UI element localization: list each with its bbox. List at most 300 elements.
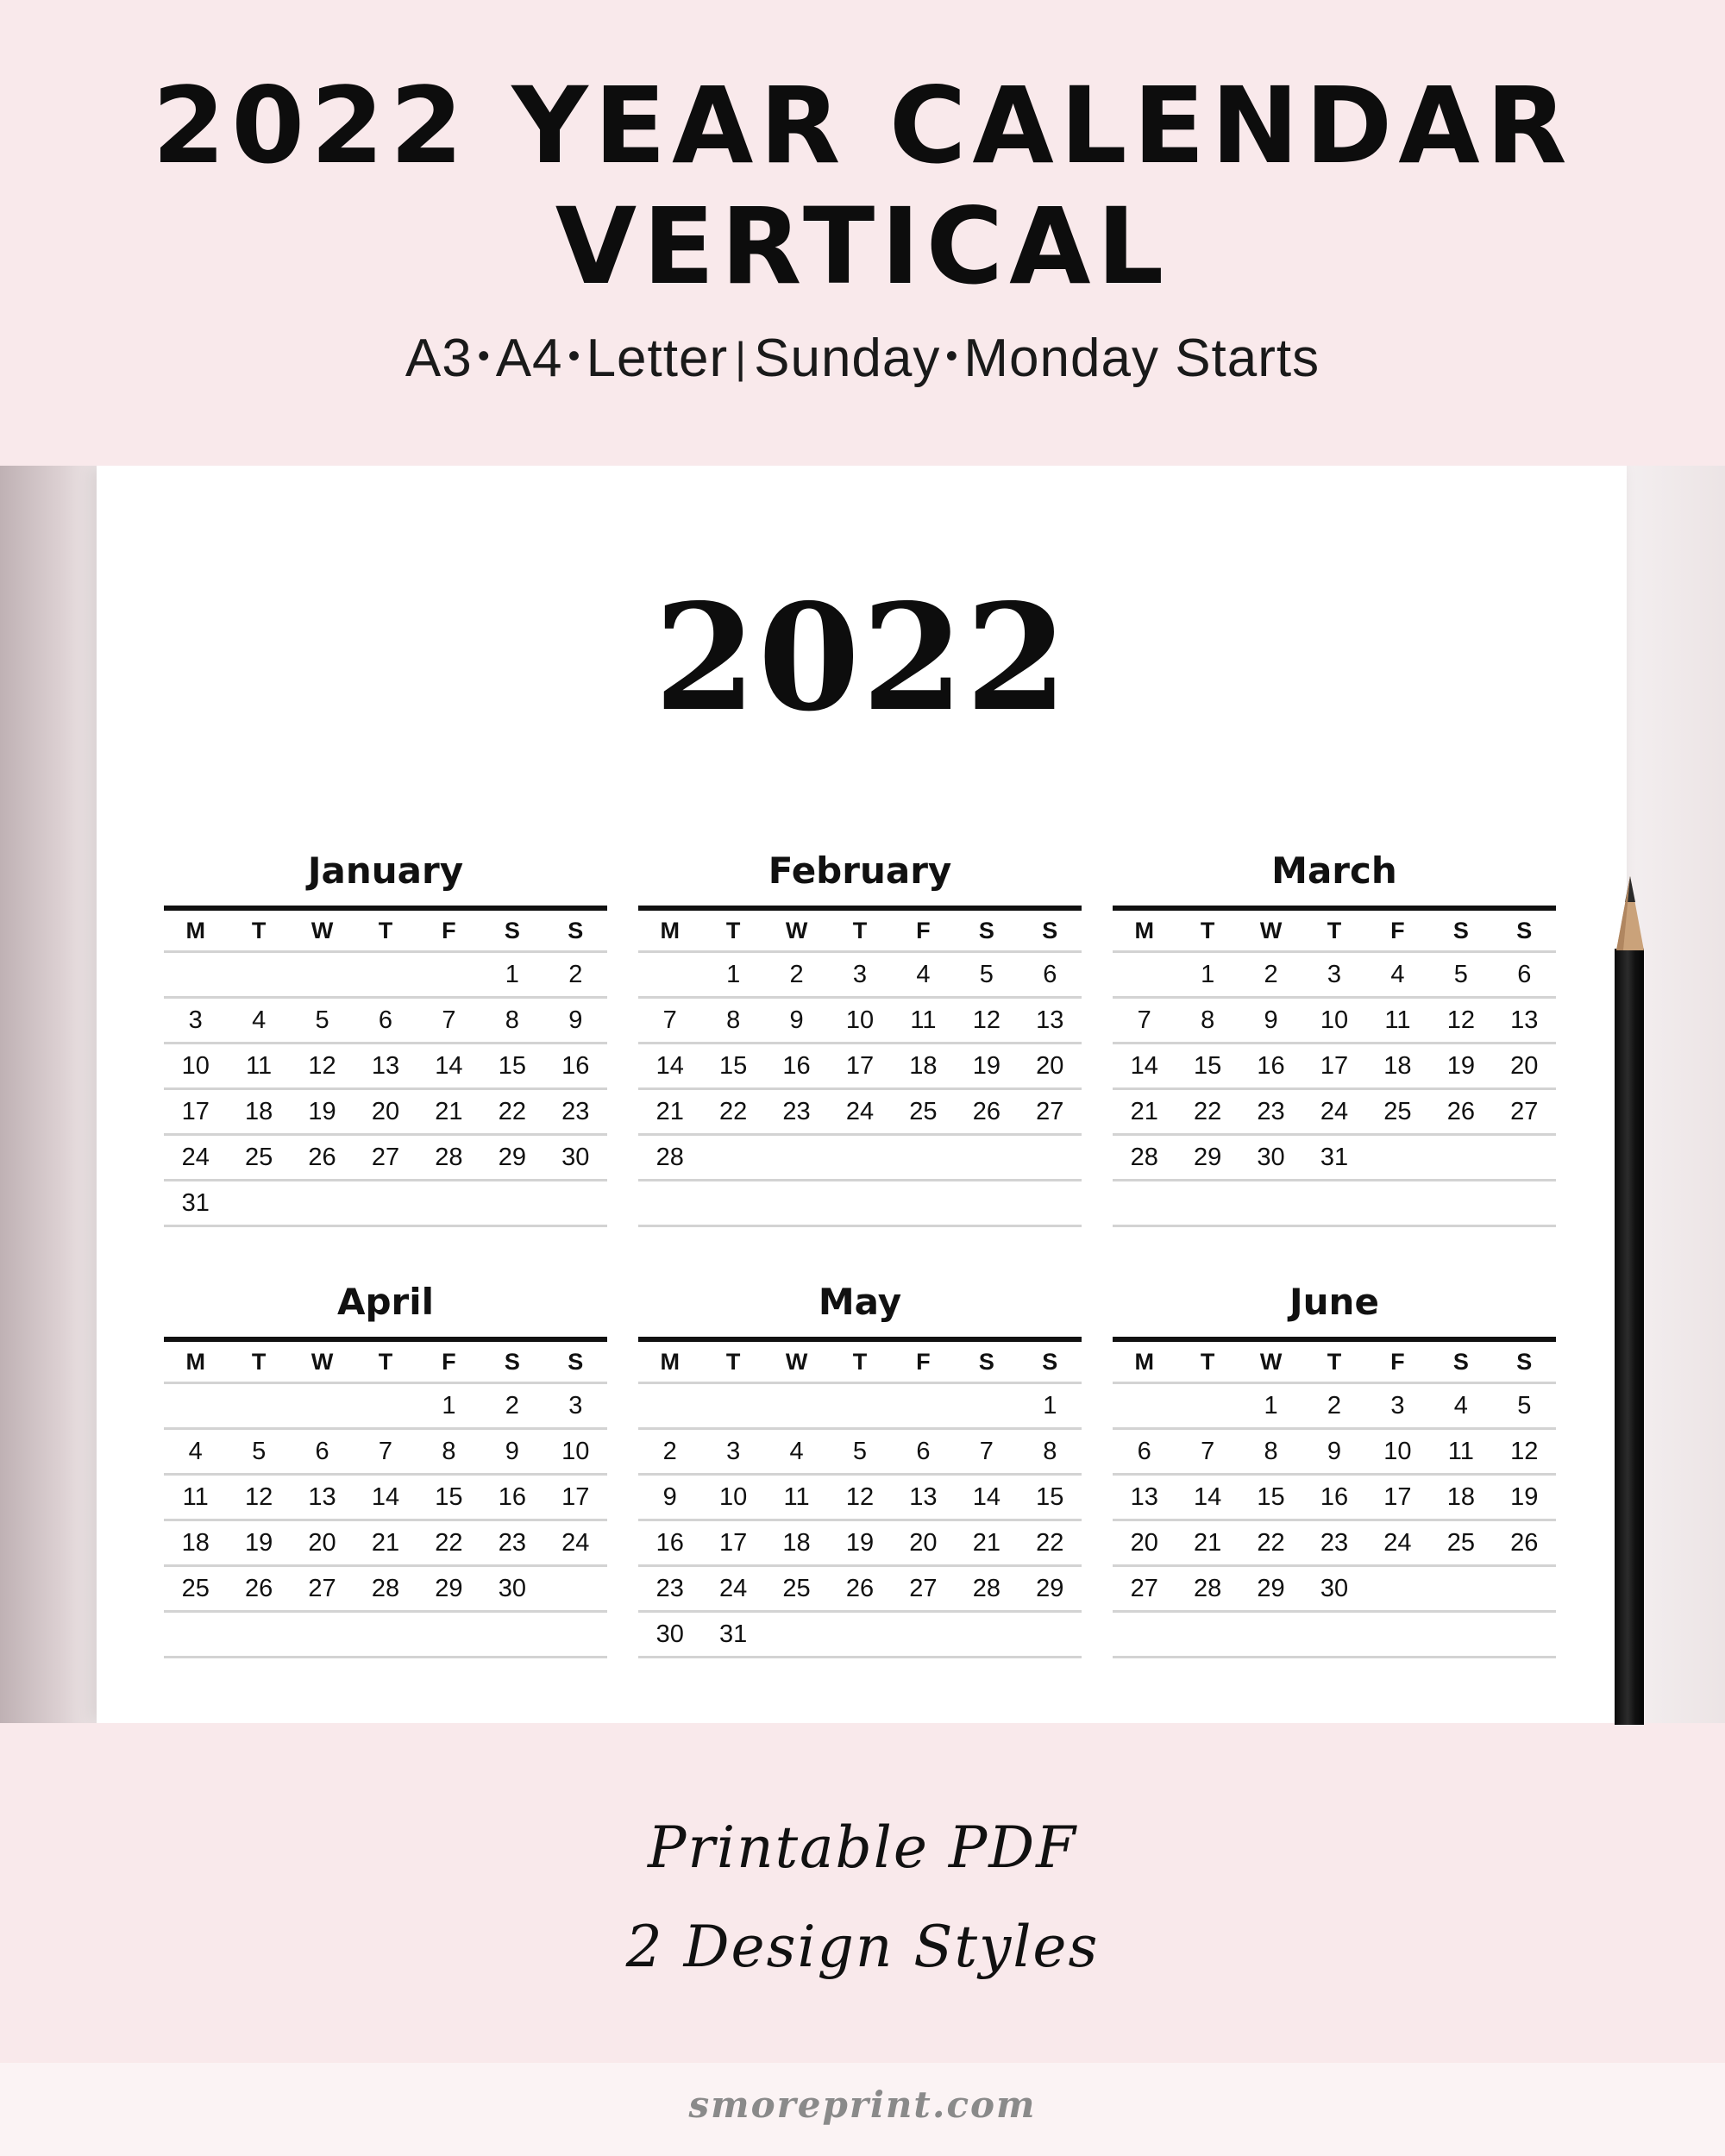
day-cell: 12 [1446,1006,1475,1034]
day-cell: 1 [726,960,741,988]
day-cell: 16 [1257,1051,1285,1080]
day-cell: 24 [1383,1528,1412,1557]
size-a3: A3 [405,329,473,388]
weekday-label: W [785,1348,808,1375]
day-cell: 17 [561,1482,590,1511]
day-cell: 19 [1446,1051,1475,1080]
day-cell: 6 [315,1437,329,1465]
weekday-label: S [978,917,994,943]
day-cell: 11 [182,1482,209,1511]
day-cell: 19 [972,1051,1000,1080]
day-cell: 4 [1453,1391,1468,1420]
day-cell: 7 [1137,1006,1151,1034]
day-cell: 10 [1320,1006,1349,1034]
day-cell: 5 [979,960,994,988]
day-cell: 11 [1447,1437,1474,1465]
week-row [164,1613,607,1658]
week-row [164,953,607,999]
week-row [1113,1476,1556,1521]
day-cell: 8 [1043,1437,1057,1465]
day-cell: 23 [1320,1528,1349,1557]
day-cell: 10 [845,1006,875,1034]
day-cell: 29 [1257,1574,1285,1602]
weekday-label: W [310,1348,334,1375]
day-cell: 8 [442,1437,456,1465]
day-cell: 6 [1043,960,1057,988]
weekday-label: M [1134,1348,1154,1375]
day-cell: 20 [1510,1051,1539,1080]
subtitle [0,329,1725,388]
day-cell: 16 [1320,1482,1349,1511]
day-cell: 8 [726,1006,741,1034]
weekday-label: S [1042,1348,1058,1375]
weekday-label: W [310,917,334,943]
day-cell: 21 [1130,1097,1158,1125]
week-row [1113,1567,1556,1613]
day-cell: 17 [719,1528,748,1557]
weekday-label: T [378,917,393,943]
day-cell: 31 [181,1188,210,1217]
day-cell: 4 [916,960,931,988]
day-cell: 26 [1446,1097,1475,1125]
day-cell: 7 [378,1437,393,1465]
day-cell: 24 [1320,1097,1349,1125]
day-cell: 23 [1257,1097,1285,1125]
weekday-label: S [1042,917,1058,943]
day-cell: 17 [181,1097,210,1125]
week-row [1113,953,1556,999]
day-cell: 3 [188,1006,203,1034]
day-cell: 19 [845,1528,875,1557]
weekday-label: T [725,1348,741,1375]
weekday-label: F [916,1348,931,1375]
week-row [164,1136,607,1181]
day-cell: 5 [1453,960,1468,988]
week-row [1113,1521,1556,1567]
day-cell: 22 [435,1528,463,1557]
day-cell: 21 [1194,1528,1222,1557]
calendar-photo [0,466,1725,1723]
day-cell: 18 [909,1051,938,1080]
month-march [1113,845,1556,1227]
month-april [164,1276,607,1658]
day-cell: 3 [726,1437,741,1465]
day-cell: 26 [972,1097,1000,1125]
day-cell: 2 [662,1437,677,1465]
day-cell: 5 [1517,1391,1532,1420]
weekday-label: S [978,1348,994,1375]
day-cell: 10 [1383,1437,1412,1465]
day-cell: 12 [308,1051,336,1080]
day-cell: 4 [252,1006,267,1034]
day-cell: 8 [505,1006,519,1034]
day-cell: 8 [1264,1437,1278,1465]
day-cell: 22 [1194,1097,1222,1125]
calendar-year: 2022 [654,572,1070,744]
day-cell: 6 [1137,1437,1151,1465]
day-cell: 9 [568,1006,583,1034]
day-cell: 28 [371,1574,400,1602]
day-cell: 25 [782,1574,811,1602]
weekday-label: T [725,917,741,943]
day-cell: 20 [371,1097,400,1125]
title-line-1: 2022 YEAR CALENDAR [152,65,1573,187]
day-cell: 20 [909,1528,938,1557]
pencil-icon [1615,949,1644,1725]
day-cell: 25 [1383,1097,1412,1125]
size-letter: Letter [586,329,729,388]
weekday-label: T [1327,917,1342,943]
start-monday: Monday Starts [963,329,1320,388]
day-cell: 10 [719,1482,748,1511]
day-cell: 13 [1130,1482,1158,1511]
weekday-header-row [638,911,1082,953]
weekday-label: S [1452,917,1469,943]
weekday-label: W [785,917,808,943]
day-cell: 28 [656,1143,684,1171]
day-cell: 11 [910,1006,937,1034]
weekday-label: S [504,1348,520,1375]
day-cell: 27 [1036,1097,1064,1125]
week-row [638,1044,1082,1090]
weekday-header-row [1113,911,1556,953]
day-cell: 21 [371,1528,400,1557]
day-cell: 28 [435,1143,463,1171]
day-cell: 7 [1201,1437,1215,1465]
day-cell: 23 [656,1574,684,1602]
day-cell: 16 [656,1528,684,1557]
day-cell: 23 [561,1097,590,1125]
day-cell: 12 [1510,1437,1539,1465]
day-cell: 15 [1194,1051,1222,1080]
day-cell: 26 [845,1574,875,1602]
day-cell: 14 [1194,1482,1222,1511]
day-cell: 15 [498,1051,526,1080]
day-cell: 19 [245,1528,273,1557]
week-row [638,1430,1082,1476]
day-cell: 18 [1383,1051,1412,1080]
day-cell: 15 [719,1051,748,1080]
week-row [1113,1613,1556,1658]
month-january [164,845,607,1227]
month-grid [638,1337,1082,1658]
day-cell: 30 [498,1574,526,1602]
day-cell: 18 [181,1528,210,1557]
month-name: January [307,849,464,892]
day-cell: 13 [909,1482,938,1511]
day-cell: 22 [1036,1528,1064,1557]
month-grid [638,906,1082,1227]
weekday-header-row [164,1342,607,1384]
day-cell: 15 [1036,1482,1064,1511]
day-cell: 15 [1257,1482,1285,1511]
weekday-label: S [1516,917,1533,943]
weekday-label: T [852,1348,868,1375]
day-cell: 28 [1130,1143,1158,1171]
day-cell: 9 [1264,1006,1278,1034]
day-cell: 1 [1043,1391,1057,1420]
day-cell: 27 [909,1574,938,1602]
day-cell: 22 [719,1097,748,1125]
day-cell: 10 [181,1051,210,1080]
day-cell: 31 [1320,1143,1349,1171]
day-cell: 18 [245,1097,273,1125]
day-cell: 3 [1327,960,1342,988]
day-cell: 7 [662,1006,677,1034]
week-row [164,1430,607,1476]
month-february [638,845,1082,1227]
day-cell: 11 [1384,1006,1411,1034]
day-cell: 18 [782,1528,811,1557]
month-grid [1113,906,1556,1227]
day-cell: 4 [188,1437,203,1465]
day-cell: 17 [1383,1482,1412,1511]
day-cell: 6 [916,1437,931,1465]
week-row [164,1090,607,1136]
day-cell: 3 [852,960,868,988]
day-cell: 12 [972,1006,1000,1034]
day-cell: 1 [1264,1391,1278,1420]
day-cell: 12 [245,1482,273,1511]
month-grid [1113,1337,1556,1658]
day-cell: 3 [568,1391,583,1420]
weekday-header-row [638,1342,1082,1384]
weekday-label: M [185,917,205,943]
day-cell: 29 [1194,1143,1222,1171]
week-row [1113,1181,1556,1227]
weekday-label: M [1134,917,1154,943]
day-cell: 5 [252,1437,267,1465]
day-cell: 25 [1446,1528,1475,1557]
day-cell: 16 [782,1051,811,1080]
day-cell: 24 [561,1528,590,1557]
week-row [638,1181,1082,1227]
week-row [1113,1090,1556,1136]
week-row [638,1521,1082,1567]
day-cell: 31 [719,1620,748,1648]
month-name: April [336,1281,435,1323]
day-cell: 9 [1327,1437,1342,1465]
weekday-header-row [1113,1342,1556,1384]
week-row [638,1613,1082,1658]
day-cell: 28 [1194,1574,1222,1602]
day-cell: 26 [245,1574,273,1602]
dot-separator: • [477,337,491,375]
size-a4: A4 [495,329,563,388]
weekday-label: T [852,917,868,943]
pencil-tip-icon [1613,873,1647,952]
weekday-label: M [660,917,680,943]
day-cell: 7 [442,1006,456,1034]
day-cell: 5 [852,1437,868,1465]
day-cell: 23 [498,1528,526,1557]
day-cell: 2 [1264,960,1278,988]
day-cell: 27 [371,1143,400,1171]
day-cell: 2 [789,960,804,988]
month-name: February [768,849,952,892]
day-cell: 1 [1201,960,1215,988]
day-cell: 23 [782,1097,811,1125]
day-cell: 13 [1510,1006,1539,1034]
day-cell: 10 [561,1437,590,1465]
day-cell: 5 [315,1006,329,1034]
month-may [638,1276,1082,1658]
title-line-2: VERTICAL [555,185,1170,308]
week-row [1113,999,1556,1044]
day-cell: 15 [435,1482,463,1511]
weekday-header-row [164,911,607,953]
day-cell: 7 [979,1437,994,1465]
day-cell: 20 [1036,1051,1064,1080]
day-cell: 9 [505,1437,519,1465]
day-cell: 29 [1036,1574,1064,1602]
day-cell: 18 [1446,1482,1475,1511]
day-cell: 9 [789,1006,804,1034]
weekday-label: F [1390,1348,1405,1375]
month-june [1113,1276,1556,1658]
start-sunday: Sunday [754,329,941,388]
day-cell: 24 [719,1574,748,1602]
calendar-sheet [97,466,1627,1723]
day-cell: 13 [1036,1006,1064,1034]
day-cell: 16 [498,1482,526,1511]
day-cell: 14 [1130,1051,1158,1080]
weekday-label: S [568,1348,584,1375]
day-cell: 24 [181,1143,210,1171]
weekday-label: M [660,1348,680,1375]
day-cell: 25 [909,1097,938,1125]
day-cell: 29 [435,1574,463,1602]
weekday-label: T [378,1348,393,1375]
week-row [1113,1136,1556,1181]
weekday-label: S [568,917,584,943]
weekday-label: F [442,1348,456,1375]
day-cell: 4 [789,1437,804,1465]
weekday-label: T [251,1348,267,1375]
week-row [164,999,607,1044]
month-name: March [1271,849,1397,892]
weekday-label: T [1200,1348,1215,1375]
day-cell: 4 [1390,960,1405,988]
day-cell: 9 [662,1482,677,1511]
day-cell: 11 [246,1051,273,1080]
week-row [638,1384,1082,1430]
day-cell: 25 [181,1574,210,1602]
week-row [164,1521,607,1567]
day-cell: 17 [1320,1051,1349,1080]
day-cell: 26 [308,1143,336,1171]
month-grid [164,1337,607,1658]
bar-separator: | [735,334,748,382]
month-grid [164,906,607,1227]
week-row [1113,1430,1556,1476]
day-cell: 29 [498,1143,526,1171]
day-cell: 1 [505,960,519,988]
day-cell: 14 [972,1482,1000,1511]
day-cell: 2 [568,960,583,988]
weekday-label: W [1259,1348,1283,1375]
day-cell: 11 [783,1482,810,1511]
day-cell: 28 [972,1574,1000,1602]
weekday-label: T [1327,1348,1342,1375]
day-cell: 21 [972,1528,1000,1557]
day-cell: 21 [656,1097,684,1125]
day-cell: 21 [435,1097,463,1125]
day-cell: 17 [845,1051,875,1080]
weekday-label: S [504,917,520,943]
day-cell: 22 [1257,1528,1285,1557]
week-row [638,953,1082,999]
day-cell: 14 [435,1051,463,1080]
day-cell: 12 [845,1482,875,1511]
dot-separator: • [945,337,959,375]
day-cell: 19 [308,1097,336,1125]
week-row [164,1181,607,1227]
day-cell: 30 [1257,1143,1285,1171]
weekday-label: T [251,917,267,943]
weekday-label: S [1516,1348,1533,1375]
day-cell: 1 [442,1391,456,1420]
day-cell: 6 [378,1006,393,1034]
day-cell: 14 [656,1051,684,1080]
footer-design-styles: 2 Design Styles [625,1914,1100,1980]
day-cell: 14 [371,1482,400,1511]
week-row [1113,1384,1556,1430]
week-row [638,1090,1082,1136]
week-row [638,1136,1082,1181]
week-row [638,1476,1082,1521]
day-cell: 19 [1510,1482,1539,1511]
weekday-label: F [442,917,456,943]
day-cell: 13 [308,1482,336,1511]
day-cell: 30 [656,1620,684,1648]
weekday-label: S [1452,1348,1469,1375]
day-cell: 6 [1517,960,1532,988]
day-cell: 13 [371,1051,400,1080]
month-name: June [1289,1281,1379,1323]
week-row [164,1384,607,1430]
footer-printable: Printable PDF [648,1814,1077,1881]
day-cell: 27 [308,1574,336,1602]
week-row [164,1567,607,1613]
month-name: May [818,1281,902,1323]
weekday-label: F [916,917,931,943]
day-cell: 22 [498,1097,526,1125]
weekday-label: W [1259,917,1283,943]
weekday-label: F [1390,917,1405,943]
dot-separator: • [568,337,581,375]
day-cell: 20 [308,1528,336,1557]
week-row [638,1567,1082,1613]
weekday-label: M [185,1348,205,1375]
week-row [164,1476,607,1521]
week-row [638,999,1082,1044]
day-cell: 2 [505,1391,519,1420]
day-cell: 30 [1320,1574,1349,1602]
week-row [164,1044,607,1090]
day-cell: 27 [1510,1097,1539,1125]
day-cell: 30 [561,1143,590,1171]
weekday-label: T [1200,917,1215,943]
day-cell: 25 [245,1143,273,1171]
day-cell: 26 [1510,1528,1539,1557]
website-label: smoreprint.com [688,2084,1037,2126]
day-cell: 24 [845,1097,875,1125]
day-cell: 8 [1201,1006,1215,1034]
day-cell: 2 [1327,1391,1342,1420]
day-cell: 3 [1390,1391,1405,1420]
week-row [1113,1044,1556,1090]
